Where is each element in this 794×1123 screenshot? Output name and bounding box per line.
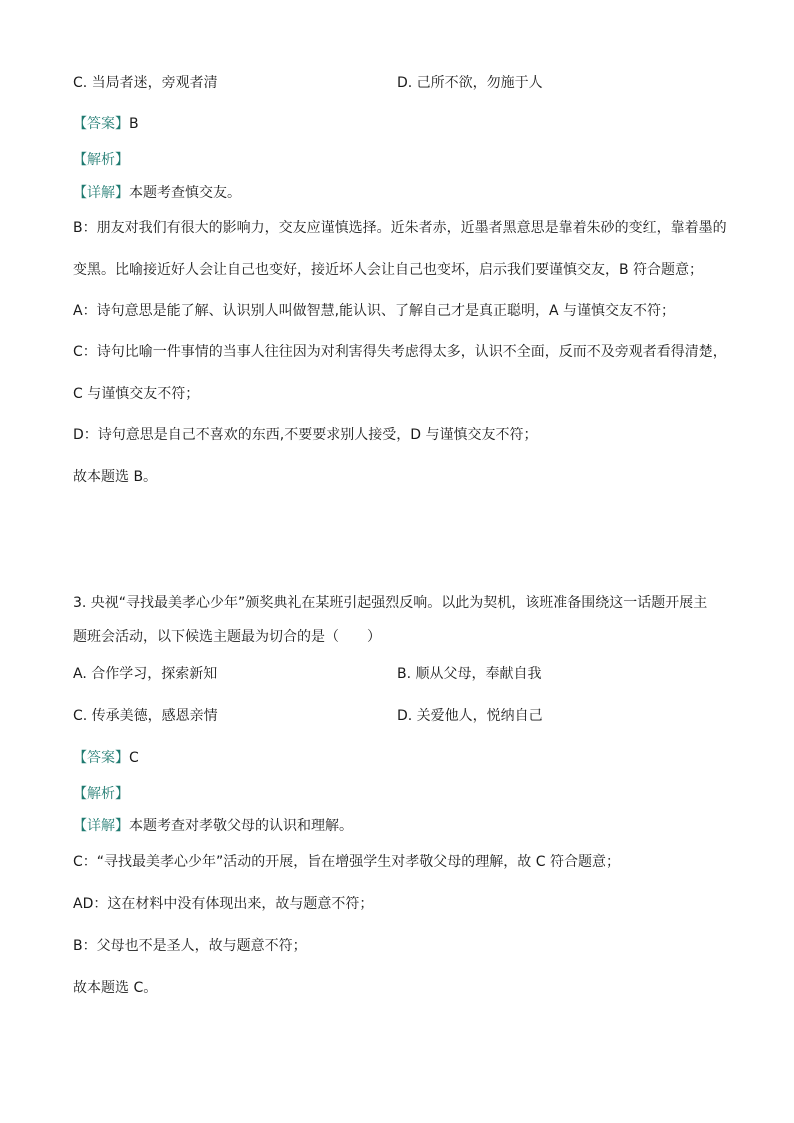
q3-ad-line: AD：这在材料中没有体现出来，故与题意不符； [73,896,374,912]
q3-option-b: B. 顺从父母，奉献自我 [397,666,542,682]
q2-d-line: D：诗句意思是自己不喜欢的东西,不要要求别人接受，D 与谨慎交友不符； [73,427,538,443]
q3-c-line: C：“寻找最美孝心少年”活动的开展，旨在增强学生对孝敬父母的理解，故 C 符合题意； [73,854,620,870]
q3-analysis-tag: 【解析】 [73,786,129,802]
q2-option-d: D. 己所不欲，勿施于人 [397,75,543,91]
q2-analysis-tag: 【解析】 [73,152,129,168]
q2-conclusion: 故本题选 B。 [73,469,158,485]
detail-text: 本题考查对孝敬父母的认识和理解。 [129,818,353,834]
q3-option-a: A. 合作学习，探索新知 [73,666,218,682]
q3-detail [73,816,353,836]
q3-stem-line-2: 题班会活动，以下候选主题最为切合的是（ ） [73,629,381,645]
q2-answer [73,114,139,134]
q2-b-line-1: B：朋友对我们有很大的影响力，交友应谨慎选择。近朱者赤，近墨者黑意思是靠着朱砂的变红，靠着墨的 [73,220,727,236]
answer-tag: 【答案】 [73,750,129,766]
q2-b-line-2: 变黑。比喻接近好人会让自己也变好，接近坏人会让自己也变坏，启示我们要谨慎交友，B 符合题意； [73,262,704,278]
answer-value: C [129,750,139,766]
answer-value: B [129,116,139,132]
q3-conclusion: 故本题选 C。 [73,980,158,996]
detail-tag: 【详解】 [73,185,129,201]
q3-option-d: D. 关爱他人，悦纳自己 [397,708,543,724]
q2-option-c: C. 当局者迷，旁观者清 [73,75,218,91]
q3-answer [73,748,139,768]
q3-stem-line-1: 3. 央视“寻找最美孝心少年”颁奖典礼在某班引起强烈反响。以此为契机，该班准备围绕这一话题开展主 [73,595,708,611]
q2-c-line-1: C：诗句比喻一件事情的当事人往往因为对利害得失考虑得太多，认识不全面，反而不及旁观者看得清楚， [73,344,727,360]
q3-b-line: B：父母也不是圣人，故与题意不符； [73,938,307,954]
q3-option-c: C. 传承美德，感恩亲情 [73,708,218,724]
q2-c-line-2: C 与谨慎交友不符； [73,386,200,402]
detail-text: 本题考查慎交友。 [129,185,241,201]
detail-tag: 【详解】 [73,818,129,834]
answer-tag: 【答案】 [73,116,129,132]
q2-detail [73,183,241,203]
q2-a-line: A：诗句意思是能了解、认识别人叫做智慧,能认识、了解自己才是真正聪明，A 与谨慎交友不符； [73,303,676,319]
